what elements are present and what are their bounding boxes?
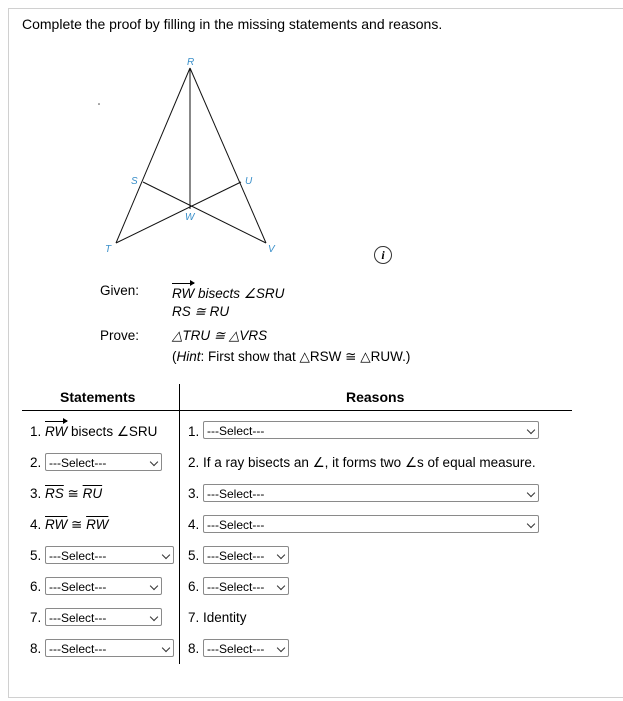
label-W: W xyxy=(185,212,195,223)
reasons-header: Reasons xyxy=(346,389,405,405)
given-line-1 xyxy=(172,286,284,302)
hint-text: (Hint: First show that △RSW ≅ △RUW.) xyxy=(172,349,411,364)
chevron-down-icon xyxy=(150,458,158,466)
chevron-down-icon xyxy=(527,426,535,434)
label-T: T xyxy=(105,244,112,255)
given-line-1-rest: bisects ∠SRU xyxy=(198,286,285,301)
chevron-down-icon xyxy=(150,582,158,590)
instruction-text: Complete the proof by filling in the missing statements and reasons. xyxy=(22,16,443,32)
statement-4: 4. $\overline{RW}$ ≅ $\overline{RW}$ xyxy=(30,517,109,532)
reason-5-select[interactable]: ---Select--- xyxy=(203,546,289,564)
statement-7-num: 7. xyxy=(30,610,42,625)
label-R: R xyxy=(187,57,195,68)
chevron-down-icon xyxy=(162,551,170,559)
reason-3-select[interactable]: ---Select--- xyxy=(203,484,539,502)
statement-6-num: 6. xyxy=(30,579,42,594)
header-divider xyxy=(22,410,572,411)
segment-TU xyxy=(116,182,241,243)
label-V: V xyxy=(268,244,275,255)
given-label: Given: xyxy=(100,283,140,298)
reason-8-num: 8. xyxy=(188,641,200,656)
prove-label: Prove: xyxy=(100,328,140,343)
segment-RT xyxy=(116,68,190,243)
reason-6-num: 6. xyxy=(188,579,200,594)
triangle-figure xyxy=(0,0,623,280)
reason-8-select[interactable]: ---Select--- xyxy=(203,639,289,657)
chevron-down-icon xyxy=(527,489,535,497)
reason-3-num: 3. xyxy=(188,486,200,501)
chevron-down-icon xyxy=(277,551,285,559)
label-U: U xyxy=(245,176,253,187)
segment-RV xyxy=(190,68,266,243)
statement-5-select[interactable]: ---Select--- xyxy=(45,546,174,564)
reason-2: 2. If a ray bisects an ∠, it forms two ∠s of equal measure. xyxy=(188,455,536,470)
statement-3: 3. $\overline{RS}$ ≅ $\overline{RU}$ xyxy=(30,486,103,501)
reason-5-num: 5. xyxy=(188,548,200,563)
ray-RW: RW xyxy=(45,424,68,439)
statement-8-select[interactable]: ---Select--- xyxy=(45,639,174,657)
chevron-down-icon xyxy=(277,644,285,652)
statement-1: 1. RW bisects ∠SRU xyxy=(30,424,158,439)
given-line-2: RS ≅ RU xyxy=(172,304,230,319)
statements-header: Statements xyxy=(60,389,136,405)
statement-6-select[interactable]: ---Select--- xyxy=(45,577,162,595)
segment-VS xyxy=(143,182,266,243)
statement-2-select[interactable]: ---Select--- xyxy=(45,453,162,471)
column-divider xyxy=(179,384,180,664)
info-icon[interactable]: i xyxy=(374,246,392,264)
reason-4-num: 4. xyxy=(188,517,200,532)
chevron-down-icon xyxy=(527,520,535,528)
reason-1-select[interactable]: ---Select--- xyxy=(203,421,539,439)
statement-5-num: 5. xyxy=(30,548,42,563)
reason-4-select[interactable]: ---Select--- xyxy=(203,515,539,533)
chevron-down-icon xyxy=(162,644,170,652)
reason-1-num: 1. xyxy=(188,424,200,439)
chevron-down-icon xyxy=(150,613,158,621)
statement-2-num: 2. xyxy=(30,455,42,470)
prove-line-1: △TRU ≅ △VRS xyxy=(172,328,268,343)
reason-7: 7. Identity xyxy=(188,610,247,625)
label-S: S xyxy=(131,176,138,187)
statement-8-num: 8. xyxy=(30,641,42,656)
reason-6-select[interactable]: ---Select--- xyxy=(203,577,289,595)
ray-RW: RW xyxy=(172,286,195,301)
statement-7-select[interactable]: ---Select--- xyxy=(45,608,162,626)
chevron-down-icon xyxy=(277,582,285,590)
